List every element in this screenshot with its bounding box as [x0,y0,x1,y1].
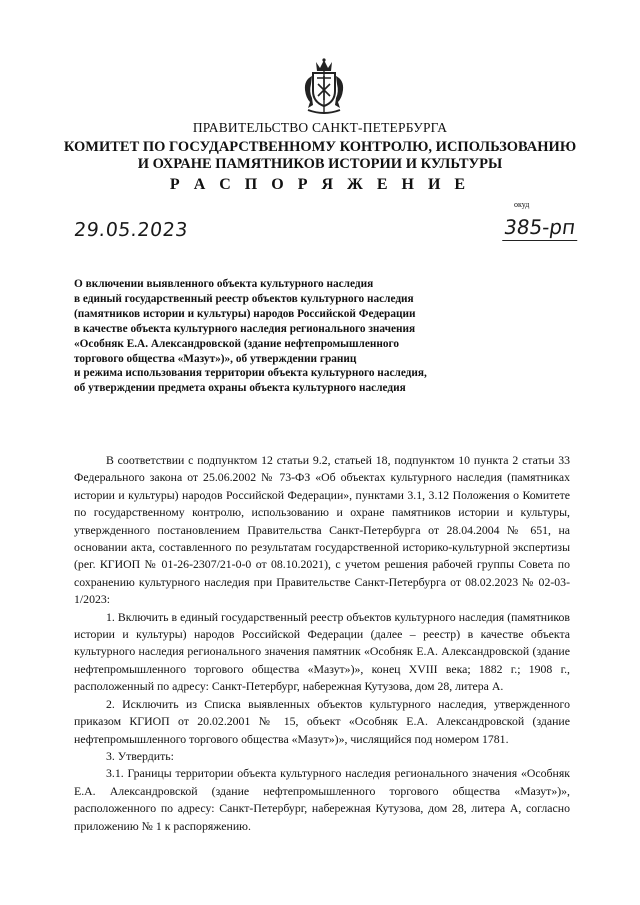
document-date: 29.05.2023 [72,219,189,241]
subject-line: «Особняк Е.А. Александровской (здание нефтепромышленного [74,337,400,350]
form-code: окуд [514,200,530,209]
document-body [74,452,570,835]
committee-line: И ОХРАНЕ ПАМЯТНИКОВ ИСТОРИИ И КУЛЬТУРЫ [137,156,503,172]
committee-title [0,139,640,173]
document-subject [74,277,544,396]
subject-line: в качестве объекта культурного наследия регионального значения [74,322,416,335]
item-2-paragraph: 2. Исключить из Списка выявленных объектов культурного наследия, утвержденного приказом КГИОП от 20.02.2001 № 15, объект «Особняк Е.А. Александровской (здание нефтепромышленного торгового общества «Мазут»)», числящийся под номером 1781. [74,696,570,746]
subject-line: (памятников истории и культуры) народов Российской Федерации [74,307,416,320]
item-1-paragraph: 1. Включить в единый государственный реестр объектов культурного наследия (памятников истории и культуры) народов Российской Федерации (далее – реестр) в качестве объекта культурного наследия регионального значения памятник «Особняк Е.А. Александровской (здание нефтепромышленного торгового общества «Мазут»)», конец XVIII века; 1882 г.; 1908 г., расположенный по адресу: Санкт-Петербург, набережная Кутузова, дом 28, литера А. [74,609,570,694]
committee-line: КОМИТЕТ ПО ГОСУДАРСТВЕННОМУ КОНТРОЛЮ, ИСПОЛЬЗОВАНИЮ [63,139,577,155]
document-type: Р А С П О Р Я Ж Е Н И Е [169,176,471,193]
subject-line: О включении выявленного объекта культурного наследия [74,278,374,290]
subject-line: торгового общества «Мазут»)», об утверждении границ [74,352,357,365]
preamble-paragraph: В соответствии с подпунктом 12 статьи 9.2, статьей 18, подпунктом 10 пункта 2 статьи 33 Федерального закона от 25.06.2002 № 73-ФЗ «Об объектах культурного наследия (памятниках истории и культуры) народов Российской Федерации», пунктами 3.1, 3.12 Положения о Комитете по государственному контролю, использованию и охране памятников истории и культуры, утвержденного постановлением Правительства Санкт-Петербурга от 28.04.2004 № 651, на основании акта, составленного по результатам государственной историко-культурной экспертизы (рег. КГИОП № 01-26-2307/21-0-0 от 08.10.2021), с учетом решения рабочей группы Совета по сохранению культурного наследия при Правительстве Санкт-Петербурга от 08.02.2023 № 02-03-1/2023: [74,453,570,607]
subject-line: в единый государственный реестр объектов культурного наследия [74,292,414,305]
government-title: ПРАВИТЕЛЬСТВО САНКТ-ПЕТЕРБУРГА [192,120,448,135]
item-3-1-paragraph: 3.1. Границы территории объекта культурного наследия регионального значения «Особняк Е.А. Александровской (здание нефтепромышленного торгового общества «Мазут»)», расположенного по адресу: Санкт-Петербург, набережная Кутузова, дом 28, литера А, согласно приложению № 1 к распоряжению. [74,766,570,833]
coat-of-arms-icon [300,58,348,116]
document-number: 385-рп [502,215,581,241]
subject-line: и режима использования территории объекта культурного наследия, [74,367,427,380]
item-3-paragraph: 3. Утвердить: [106,748,174,763]
subject-line: об утверждении предмета охраны объекта культурного наследия [74,382,406,395]
